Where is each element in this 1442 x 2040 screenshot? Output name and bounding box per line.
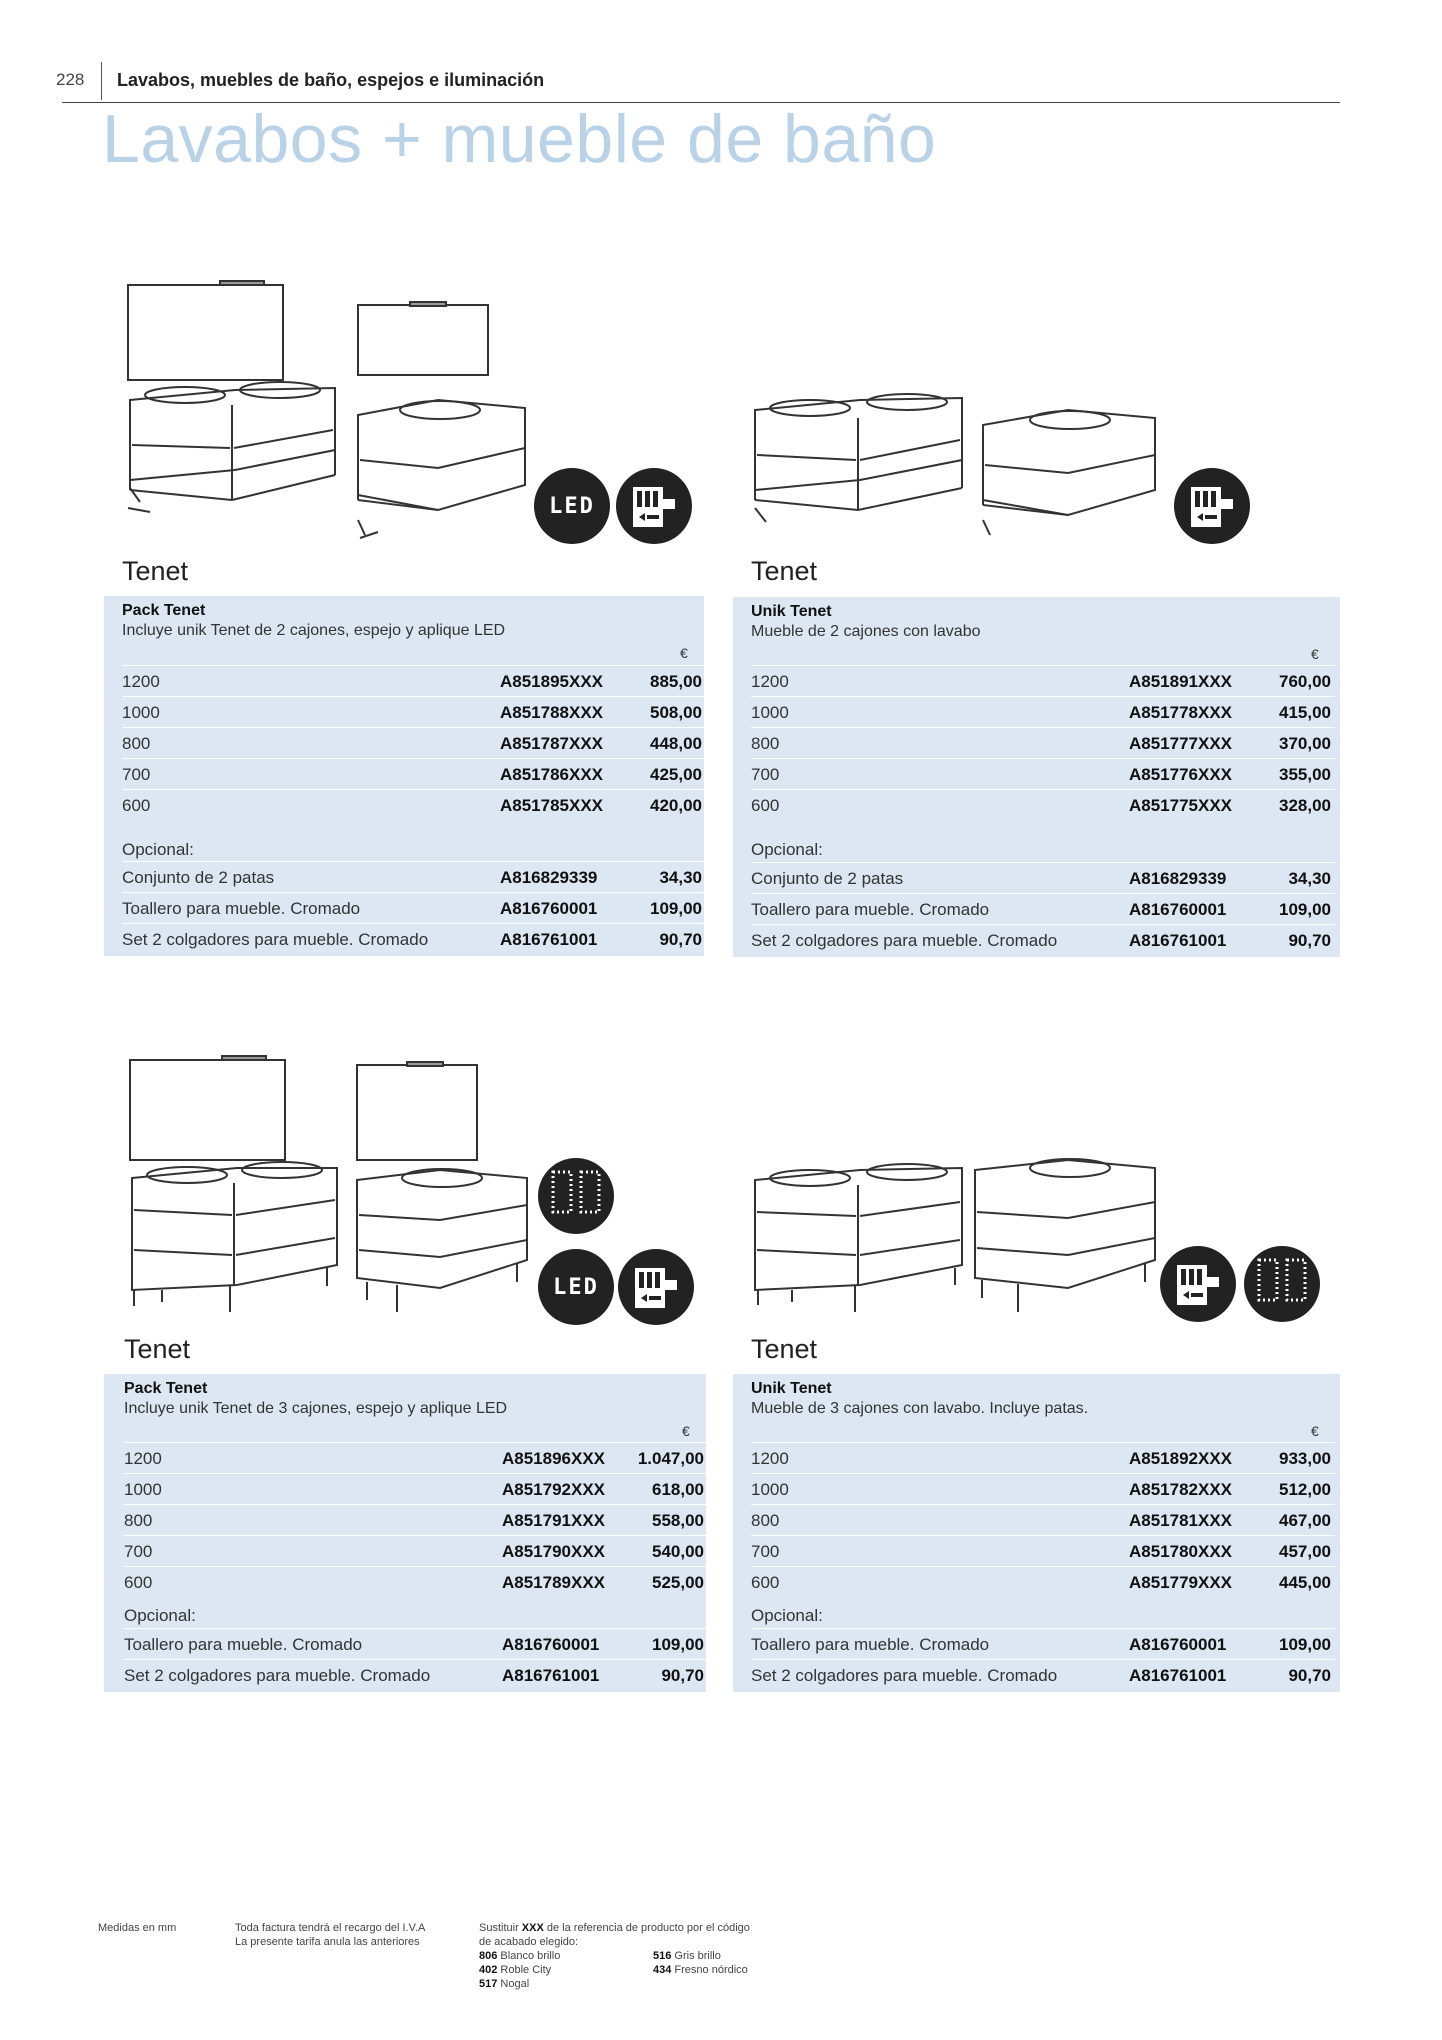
product-code: A851775XXX (1129, 796, 1233, 815)
optional-row (122, 892, 706, 924)
size: 800 (124, 1511, 153, 1530)
pack-title: Unik Tenet (751, 1380, 832, 1397)
finish-list (479, 1949, 799, 1993)
price: 90,70 (1288, 931, 1331, 950)
cabinet-legs-glyph-icon (549, 1166, 603, 1226)
optional-item: Set 2 colgadores para mueble. Cromado (122, 930, 429, 949)
section-title: Tenet (751, 1334, 818, 1364)
price-panel-pack-3-drawers (104, 1374, 706, 1692)
size: 700 (122, 765, 151, 784)
product-code: A851895XXX (500, 672, 604, 691)
product-illustration-pack-2-drawers (120, 270, 540, 550)
optional-item: Set 2 colgadores para mueble. Cromado (751, 1666, 1058, 1685)
drawer-handle-icon (1174, 468, 1250, 544)
product-code: A851788XXX (500, 703, 604, 722)
footer-measures: Medidas en mm (98, 1922, 177, 1934)
product-code: A816761001 (1129, 1666, 1227, 1685)
size: 800 (122, 734, 151, 753)
table-row (124, 1566, 708, 1598)
product-code: A851782XXX (1129, 1480, 1233, 1499)
product-code: A851891XXX (1129, 672, 1233, 691)
price: 760,00 (1279, 672, 1331, 691)
drawer-handle-icon (616, 468, 692, 544)
table-row (122, 696, 706, 728)
price: 885,00 (650, 672, 702, 691)
footer-replace-line2: de acabado elegido: (479, 1936, 579, 1948)
optional-item: Toallero para mueble. Cromado (122, 899, 361, 918)
footer-finish-codes (479, 1921, 799, 1993)
header-title: Lavabos, muebles de baño, espejos e iluminación (117, 70, 545, 90)
price: 355,00 (1279, 765, 1331, 784)
price: 34,30 (659, 868, 702, 887)
footer-vat-line1: Toda factura tendrá el recargo del I.V.A (235, 1922, 426, 1934)
product-code: A851892XXX (1129, 1449, 1233, 1468)
price: 415,00 (1279, 703, 1331, 722)
price: 933,00 (1279, 1449, 1331, 1468)
product-code: A851787XXX (500, 734, 604, 753)
table-row (122, 727, 706, 759)
finish-code: 402 (479, 1964, 498, 1976)
size: 700 (124, 1542, 153, 1561)
price-panel-unik-2-drawers (733, 597, 1340, 957)
pack-description: Mueble de 2 cajones con lavabo (751, 623, 981, 640)
product-illustration-unik-2-drawers (750, 380, 1170, 550)
price: 525,00 (652, 1573, 704, 1592)
product-code: A816829339 (1129, 869, 1227, 888)
optional-label: Opcional: (122, 840, 194, 859)
size: 600 (124, 1573, 153, 1592)
product-code: A816760001 (500, 899, 598, 918)
price: 109,00 (1279, 1635, 1331, 1654)
table-row (124, 1535, 708, 1567)
price: 540,00 (652, 1542, 704, 1561)
table-row (751, 727, 1335, 759)
finish-name: Gris brillo (674, 1950, 721, 1962)
finish-name: Nogal (500, 1978, 530, 1990)
footer-replace-pre: Sustituir (479, 1922, 522, 1934)
table-row (124, 1473, 708, 1505)
price: 420,00 (650, 796, 702, 815)
price-panel-pack-2-drawers (104, 596, 704, 956)
footer-replace-code: XXX (521, 1922, 544, 1934)
price: 109,00 (650, 899, 702, 918)
size: 800 (751, 734, 780, 753)
page-number: 228 (56, 70, 85, 89)
price: 109,00 (1279, 900, 1331, 919)
price: 457,00 (1279, 1542, 1331, 1561)
section-title: Tenet (122, 556, 189, 586)
optional-row (124, 1659, 708, 1691)
product-code: A851785XXX (500, 796, 604, 815)
price: 558,00 (652, 1511, 704, 1530)
price: 445,00 (1279, 1573, 1331, 1592)
footer-vat-line2: La presente tarifa anula las anteriores (235, 1936, 420, 1948)
optional-label: Opcional: (124, 1606, 196, 1625)
optional-label: Opcional: (751, 1606, 823, 1625)
product-code: A816760001 (502, 1635, 600, 1654)
product-code: A816829339 (500, 868, 598, 887)
table-row (751, 1504, 1335, 1536)
size: 1200 (751, 672, 789, 691)
table-row (124, 1504, 708, 1536)
price: 448,00 (650, 734, 702, 753)
drawer-handle-icon (1160, 1246, 1236, 1322)
cabinet-legs-glyph-icon (1255, 1254, 1309, 1314)
optional-row (751, 1659, 1335, 1691)
size: 1000 (751, 703, 789, 722)
cabinet-legs-icon (1244, 1246, 1320, 1322)
product-code: A851791XXX (502, 1511, 606, 1530)
finish-item (479, 1977, 529, 1991)
product-code: A816761001 (500, 930, 598, 949)
footer-vat (235, 1921, 425, 1949)
led-icon-text: LED (553, 1274, 599, 1300)
drawer-handle-glyph-icon (627, 479, 681, 533)
led-icon (538, 1249, 614, 1325)
product-code: A851778XXX (1129, 703, 1233, 722)
price: 34,30 (1288, 869, 1331, 888)
header-divider (101, 62, 102, 100)
pack-title: Pack Tenet (124, 1380, 208, 1397)
optional-item: Conjunto de 2 patas (122, 868, 275, 887)
optional-row (751, 862, 1335, 894)
footer-replace-line1 (479, 1921, 799, 1935)
optional-item: Set 2 colgadores para mueble. Cromado (124, 1666, 431, 1685)
finish-item (653, 1963, 748, 1977)
price: 328,00 (1279, 796, 1331, 815)
optional-label: Opcional: (751, 840, 823, 859)
table-row (751, 665, 1335, 697)
optional-row (124, 1628, 708, 1660)
size: 700 (751, 1542, 780, 1561)
size: 800 (751, 1511, 780, 1530)
table-row (751, 1566, 1335, 1598)
size: 1200 (122, 672, 160, 691)
price: 508,00 (650, 703, 702, 722)
product-code: A851786XXX (500, 765, 604, 784)
pack-title: Unik Tenet (751, 603, 832, 620)
pack-description: Incluye unik Tenet de 2 cajones, espejo y aplique LED (122, 622, 506, 639)
product-code: A851789XXX (502, 1573, 606, 1592)
table-row (122, 758, 706, 790)
product-illustration-unik-3-drawers (750, 1140, 1170, 1320)
product-code: A851781XXX (1129, 1511, 1233, 1530)
optional-item: Toallero para mueble. Cromado (751, 1635, 990, 1654)
currency-label: € (1311, 646, 1319, 662)
table-row (751, 1442, 1335, 1474)
finish-code: 434 (653, 1964, 672, 1976)
size: 1000 (124, 1480, 162, 1499)
optional-item: Set 2 colgadores para mueble. Cromado (751, 931, 1058, 950)
price: 425,00 (650, 765, 702, 784)
section-title: Tenet (751, 556, 818, 586)
currency-label: € (682, 1423, 690, 1439)
finish-code: 517 (479, 1978, 498, 1990)
table-row (122, 665, 706, 697)
product-code: A851777XXX (1129, 734, 1233, 753)
finish-name: Fresno nórdico (674, 1964, 748, 1976)
product-code: A816761001 (502, 1666, 600, 1685)
product-code: A851896XXX (502, 1449, 606, 1468)
price: 90,70 (659, 930, 702, 949)
finish-item (479, 1963, 551, 1977)
size: 600 (122, 796, 151, 815)
finish-code: 516 (653, 1950, 672, 1962)
currency-label: € (680, 645, 688, 661)
product-code: A816761001 (1129, 931, 1227, 950)
footer-replace-post: de la referencia de producto por el código (543, 1922, 750, 1934)
price: 370,00 (1279, 734, 1331, 753)
price: 109,00 (652, 1635, 704, 1654)
optional-row (122, 923, 706, 955)
price-panel-unik-3-drawers (733, 1374, 1340, 1692)
price: 90,70 (1288, 1666, 1331, 1685)
price: 467,00 (1279, 1511, 1331, 1530)
page-title: Lavabos + mueble de baño (102, 101, 937, 177)
pack-title: Pack Tenet (122, 602, 206, 619)
optional-item: Toallero para mueble. Cromado (124, 1635, 363, 1654)
product-code: A851790XXX (502, 1542, 606, 1561)
finish-item (479, 1949, 560, 1963)
price: 1.047,00 (637, 1449, 704, 1468)
product-code: A816760001 (1129, 900, 1227, 919)
table-row (751, 758, 1335, 790)
drawer-handle-icon (618, 1249, 694, 1325)
cabinet-legs-icon (538, 1158, 614, 1234)
table-row (751, 789, 1335, 821)
section-title: Tenet (124, 1334, 191, 1364)
size: 1000 (751, 1480, 789, 1499)
product-code: A851779XXX (1129, 1573, 1233, 1592)
pack-description: Mueble de 3 cajones con lavabo. Incluye patas. (751, 1400, 1089, 1417)
product-code: A816760001 (1129, 1635, 1227, 1654)
size: 1200 (751, 1449, 789, 1468)
optional-row (122, 861, 706, 893)
led-icon (534, 468, 610, 544)
product-code: A851776XXX (1129, 765, 1233, 784)
product-code: A851780XXX (1129, 1542, 1233, 1561)
drawer-handle-glyph-icon (1185, 479, 1239, 533)
optional-row (751, 893, 1335, 925)
size: 1000 (122, 703, 160, 722)
product-code: A851792XXX (502, 1480, 606, 1499)
price: 90,70 (661, 1666, 704, 1685)
finish-name: Roble City (500, 1964, 552, 1976)
price: 618,00 (652, 1480, 704, 1499)
price: 512,00 (1279, 1480, 1331, 1499)
drawer-handle-glyph-icon (1171, 1257, 1225, 1311)
led-icon-text: LED (549, 493, 595, 519)
finish-name: Blanco brillo (500, 1950, 561, 1962)
pack-description: Incluye unik Tenet de 3 cajones, espejo y aplique LED (124, 1400, 508, 1417)
table-row (751, 1473, 1335, 1505)
product-illustration-pack-3-drawers (122, 1050, 542, 1320)
optional-row (751, 924, 1335, 956)
drawer-handle-glyph-icon (629, 1260, 683, 1314)
table-row (751, 696, 1335, 728)
optional-item: Toallero para mueble. Cromado (751, 900, 990, 919)
currency-label: € (1311, 1423, 1319, 1439)
optional-row (751, 1628, 1335, 1660)
table-row (751, 1535, 1335, 1567)
size: 700 (751, 765, 780, 784)
table-row (124, 1442, 708, 1474)
size: 600 (751, 1573, 780, 1592)
size: 1200 (124, 1449, 162, 1468)
size: 600 (751, 796, 780, 815)
table-row (122, 789, 706, 821)
finish-code: 806 (479, 1950, 498, 1962)
optional-item: Conjunto de 2 patas (751, 869, 904, 888)
finish-item (653, 1949, 721, 1963)
